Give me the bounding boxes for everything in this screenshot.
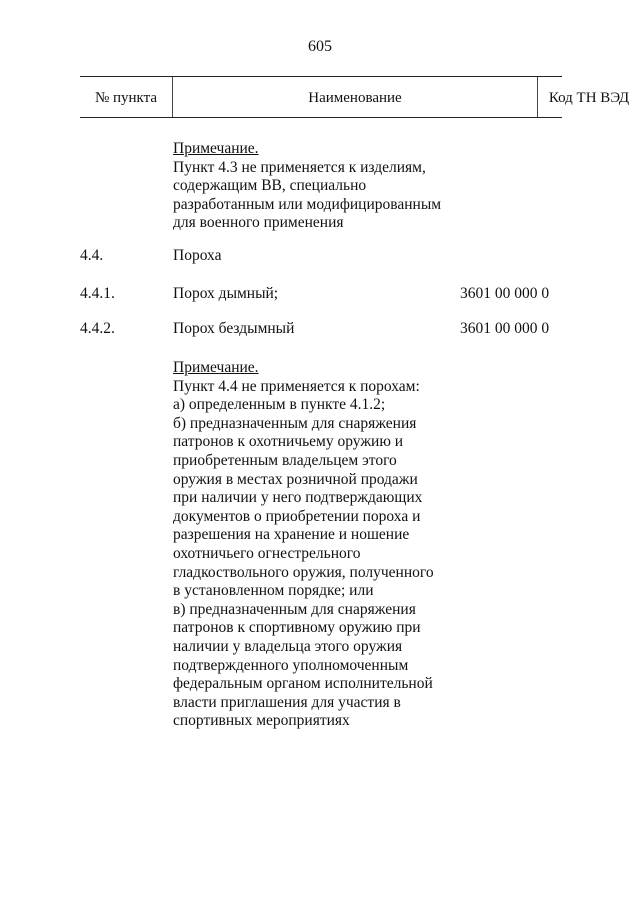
row-number: 4.4. (80, 247, 104, 264)
row-number: 4.4.2. (80, 320, 115, 337)
note-line: Пункт 4.4 не применяется к порохам: (173, 377, 420, 395)
note-line: при наличии у него подтверждающих (173, 489, 423, 507)
note-line: власти приглашения для участия в (173, 693, 401, 711)
note-line: документов о приобретении пороха и (173, 507, 421, 525)
note-line: разрешения на хранение и ношение (173, 526, 410, 544)
note-line: подтвержденного уполномоченным (173, 656, 409, 674)
note-line: федеральным органом исполнительной (173, 675, 433, 693)
row-code: 3601 00 000 0 (460, 320, 550, 337)
note-4-3 (173, 140, 473, 233)
note-line: для военного применения (173, 214, 344, 232)
note-4-4 (173, 359, 473, 731)
note-line: гладкоствольного оружия, полученного (173, 563, 434, 581)
row-number: 4.4.1. (80, 285, 115, 302)
note-line: наличии у владельца этого оружия (173, 637, 403, 655)
note-line: приобретенным владельцем этого (173, 451, 397, 469)
row-code: 3601 00 000 0 (460, 285, 550, 302)
note-line: патронов к охотничьему оружию и (173, 433, 404, 451)
note-line: в установленном порядке; или (173, 582, 374, 600)
header-item-number: № пункта (94, 90, 158, 106)
row-name: Порох дымный; (173, 285, 279, 302)
note-line: Пункт 4.3 не применяется к изделиям, (173, 158, 426, 176)
page-number: 605 (308, 38, 332, 55)
header-code: Код ТН ВЭД (548, 90, 630, 106)
note-line: в) предназначенным для снаряжения (173, 600, 416, 618)
note-line: охотничьего огнестрельного (173, 544, 361, 562)
note-line: а) определенным в пункте 4.1.2; (173, 396, 386, 414)
note-title: Примечание. (173, 140, 259, 157)
note-title: Примечание. (173, 359, 259, 376)
row-name: Пороха (173, 247, 222, 264)
note-line: б) предназначенным для снаряжения (173, 414, 417, 432)
note-line: содержащим ВВ, специально (173, 177, 367, 195)
note-line: патронов к спортивному оружию при (173, 619, 421, 637)
note-line: разработанным или модифицированным (173, 195, 442, 213)
note-line: оружия в местах розничной продажи (173, 470, 418, 488)
table-header (80, 76, 630, 118)
header-name: Наименование (172, 77, 538, 117)
row-name: Порох бездымный (173, 320, 295, 337)
note-line: спортивных мероприятиях (173, 712, 350, 730)
